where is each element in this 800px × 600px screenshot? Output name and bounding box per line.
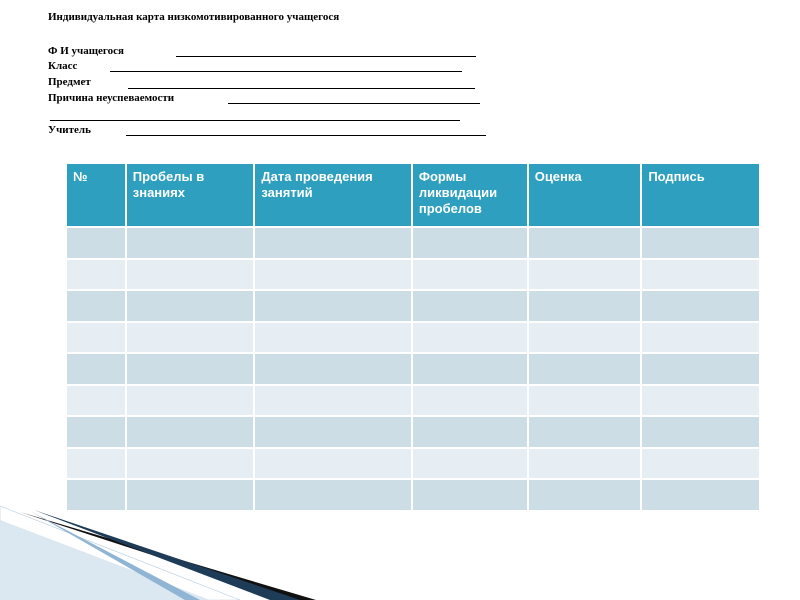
header-knowledge-gaps: Пробелы в знаниях [126, 163, 255, 227]
table-cell[interactable] [254, 479, 412, 511]
table-cell[interactable] [66, 448, 126, 480]
table-cell[interactable] [412, 448, 528, 480]
table-cell[interactable] [126, 479, 255, 511]
table-cell[interactable] [412, 227, 528, 259]
table-cell[interactable] [126, 416, 255, 448]
table-cell[interactable] [126, 259, 255, 291]
table-cell[interactable] [528, 416, 642, 448]
table-row [66, 385, 760, 417]
document-title: Индивидуальная карта низкомотивированного учащегося [48, 11, 340, 23]
field-line-failure-reason[interactable] [228, 103, 480, 104]
table-cell[interactable] [641, 259, 760, 291]
table-row [66, 353, 760, 385]
table-cell[interactable] [412, 385, 528, 417]
table-cell[interactable] [641, 416, 760, 448]
header-lesson-date: Дата проведения занятий [254, 163, 412, 227]
table-cell[interactable] [641, 290, 760, 322]
table-cell[interactable] [126, 353, 255, 385]
table-row [66, 448, 760, 480]
header-signature: Подпись [641, 163, 760, 227]
table-cell[interactable] [254, 259, 412, 291]
table-cell[interactable] [528, 479, 642, 511]
field-line-extra[interactable] [50, 120, 460, 121]
table-cell[interactable] [528, 353, 642, 385]
table-body [66, 227, 760, 511]
table-cell[interactable] [412, 416, 528, 448]
table-cell[interactable] [528, 448, 642, 480]
field-label-failure-reason: Причина неуспеваемости [48, 92, 175, 104]
table-cell[interactable] [126, 448, 255, 480]
table-cell[interactable] [254, 448, 412, 480]
table-cell[interactable] [641, 385, 760, 417]
table-cell[interactable] [528, 385, 642, 417]
table-cell[interactable] [412, 479, 528, 511]
header-number: № [66, 163, 126, 227]
table-cell[interactable] [66, 385, 126, 417]
table-cell[interactable] [254, 416, 412, 448]
table-cell[interactable] [254, 322, 412, 354]
table-row [66, 479, 760, 511]
table-cell[interactable] [641, 448, 760, 480]
table-cell[interactable] [126, 227, 255, 259]
table-row [66, 290, 760, 322]
table-cell[interactable] [528, 322, 642, 354]
table-cell[interactable] [66, 290, 126, 322]
table-row [66, 322, 760, 354]
field-label-student-name: Ф И учащегося [48, 45, 124, 57]
table-cell[interactable] [66, 259, 126, 291]
table-cell[interactable] [412, 290, 528, 322]
table-cell[interactable] [66, 479, 126, 511]
table-cell[interactable] [126, 290, 255, 322]
table-cell[interactable] [126, 385, 255, 417]
table-cell[interactable] [412, 259, 528, 291]
table-cell[interactable] [528, 259, 642, 291]
table-cell[interactable] [641, 353, 760, 385]
header-grade: Оценка [528, 163, 642, 227]
table-row [66, 259, 760, 291]
field-line-class[interactable] [110, 71, 462, 72]
header-gap-elimination-forms: Формы ликвидации пробелов [412, 163, 528, 227]
table-cell[interactable] [412, 322, 528, 354]
field-line-subject[interactable] [128, 88, 475, 89]
table-cell[interactable] [641, 479, 760, 511]
table-row [66, 416, 760, 448]
field-label-class: Класс [48, 60, 78, 72]
table-header-row [66, 163, 760, 227]
table-cell[interactable] [66, 416, 126, 448]
table-cell[interactable] [66, 322, 126, 354]
table-cell[interactable] [254, 385, 412, 417]
table-cell[interactable] [254, 353, 412, 385]
table-cell[interactable] [412, 353, 528, 385]
table-cell[interactable] [254, 227, 412, 259]
field-line-teacher[interactable] [126, 135, 486, 136]
table-cell[interactable] [126, 322, 255, 354]
table-row [66, 227, 760, 259]
table-cell[interactable] [641, 227, 760, 259]
field-line-student-name[interactable] [176, 56, 476, 57]
field-label-subject: Предмет [48, 76, 91, 88]
field-label-teacher: Учитель [48, 124, 91, 136]
table-cell[interactable] [254, 290, 412, 322]
table-cell[interactable] [641, 322, 760, 354]
table-cell[interactable] [66, 227, 126, 259]
table-cell[interactable] [66, 353, 126, 385]
table-cell[interactable] [528, 290, 642, 322]
table-cell[interactable] [528, 227, 642, 259]
student-card-table [65, 162, 761, 512]
